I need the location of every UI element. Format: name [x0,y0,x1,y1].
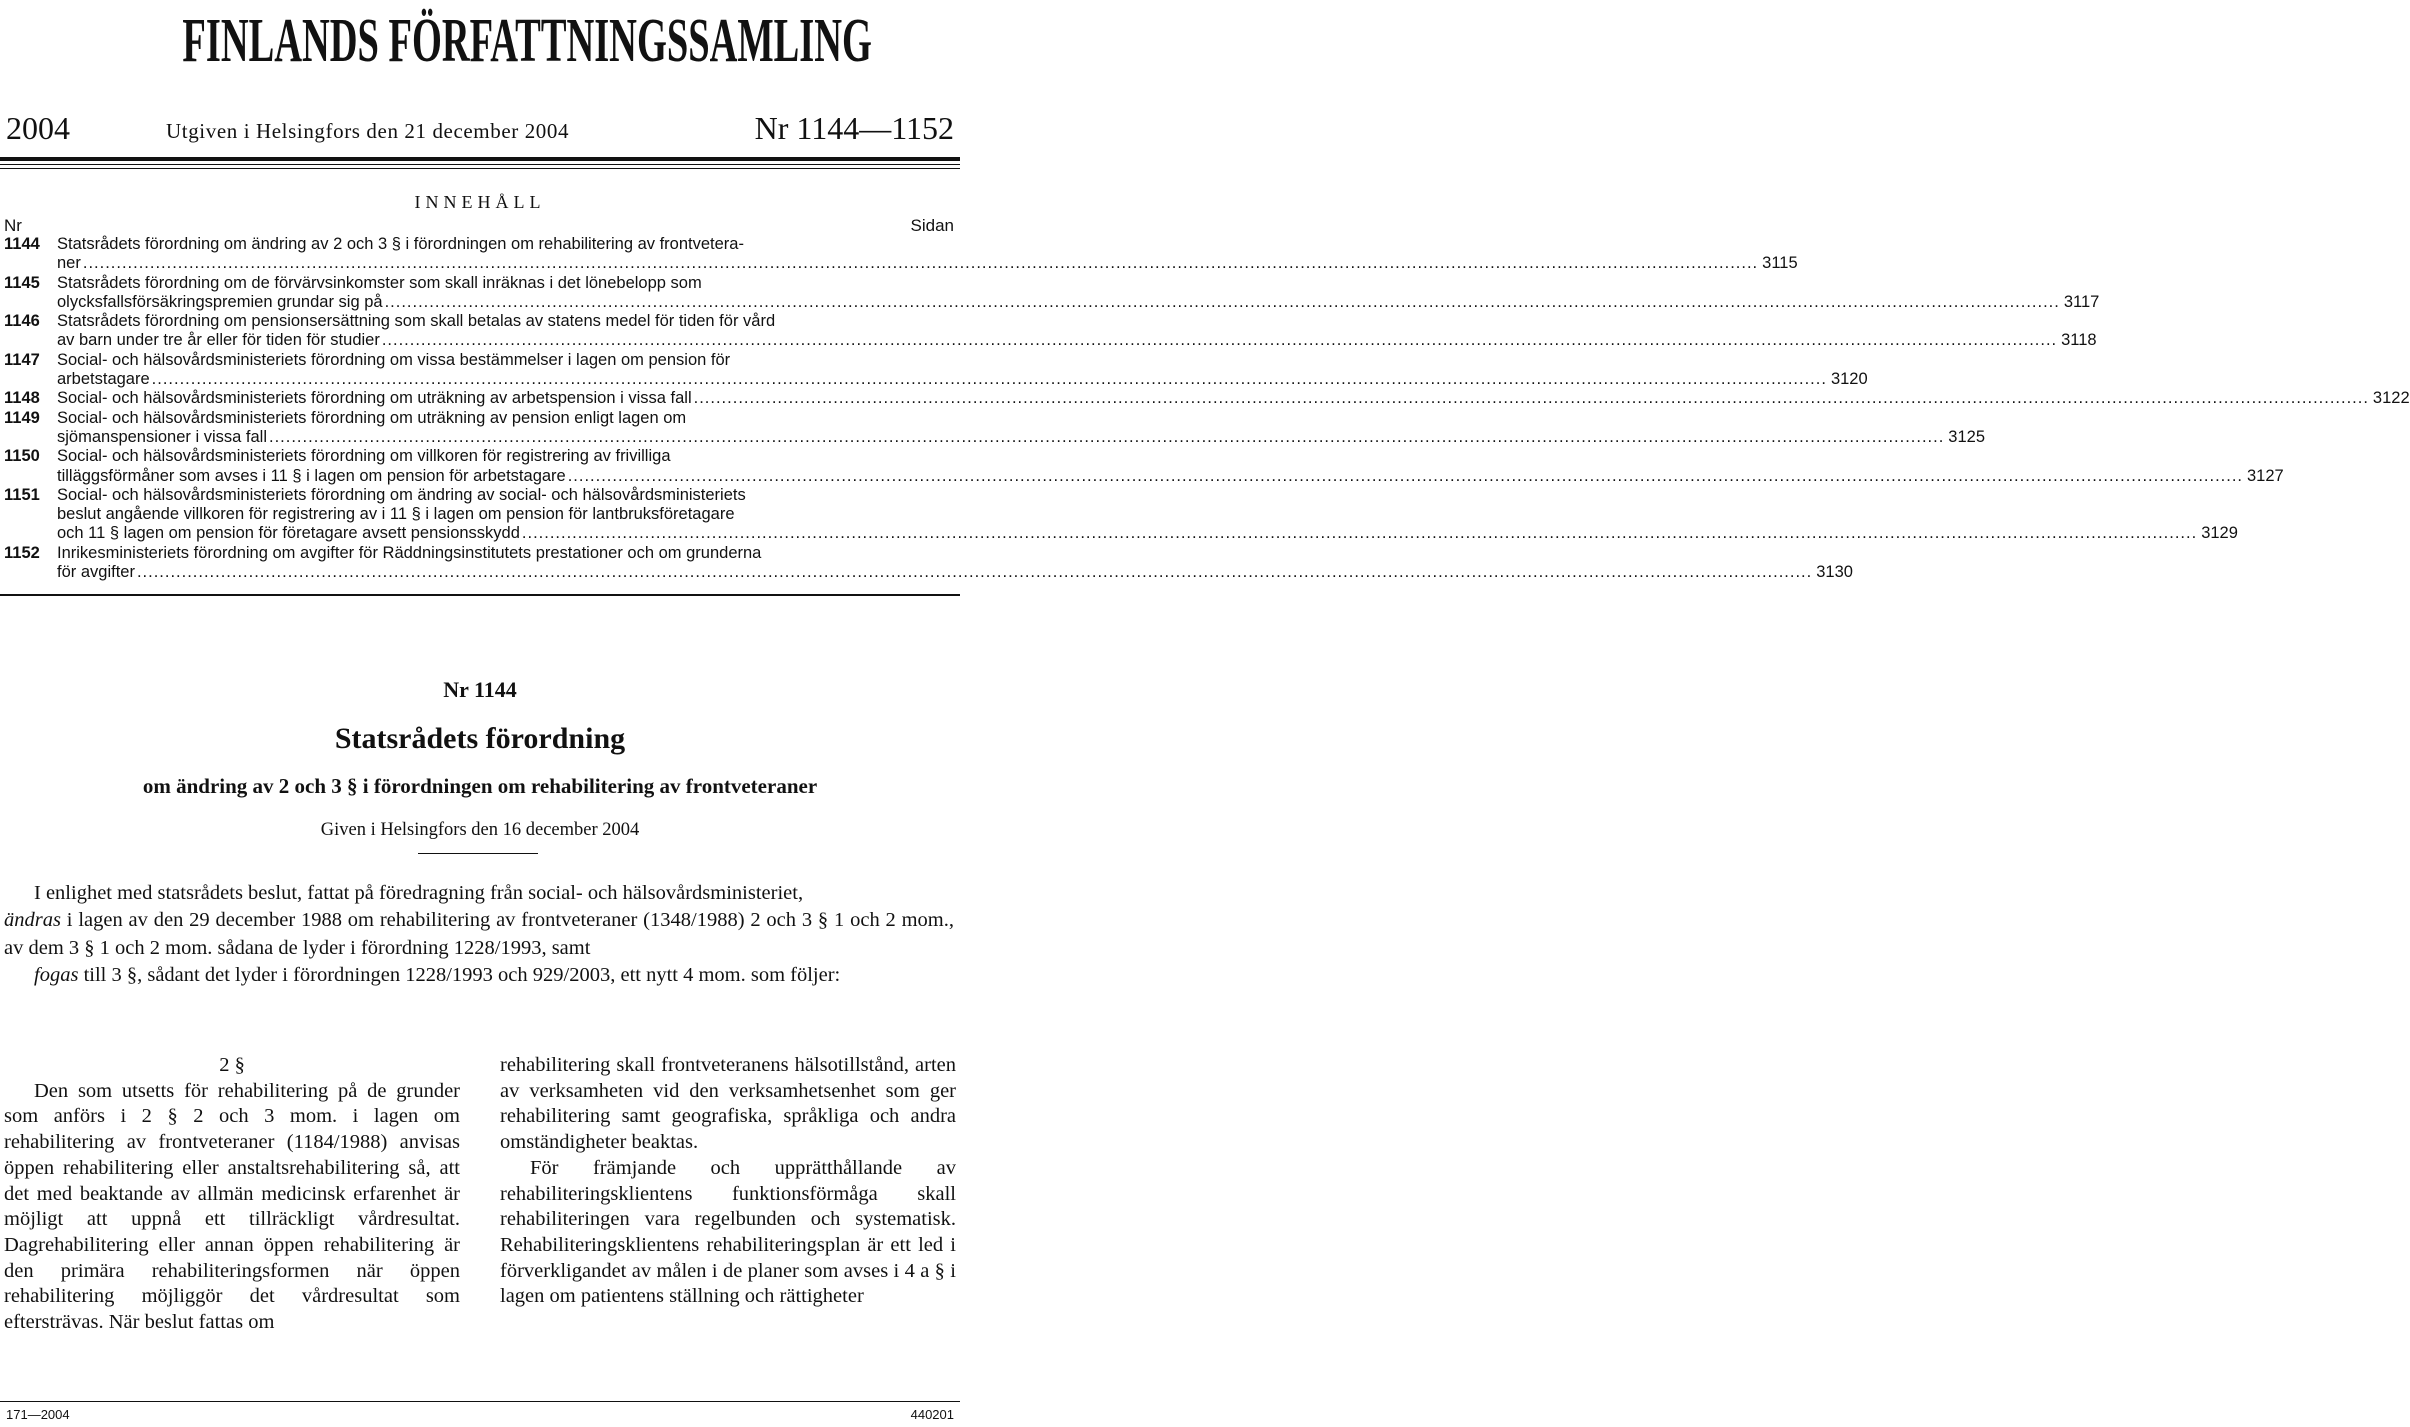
toc-entry-text: för avgifter [57,563,135,582]
leader-dots: ............................................................................................................................................................................................................................................................................................................ [269,427,1945,446]
leader-dots: ............................................................................................................................................................................................................................................................................................................ [136,563,1813,582]
toc-entry-text: Inrikesministeriets förordning om avgifter för Räddningsinstitutets prestationer och om grunderna [57,543,762,562]
leader-dots: ............................................................................................................................................................................................................................................................................................................ [151,370,1827,389]
toc-entry-text: sjömanspensioner i vissa fall [57,427,268,446]
footer-code-right: 440201 [910,1407,954,1422]
toc-entry-page: 3125 [1948,427,1986,446]
toc-entry [4,543,1853,583]
document-subtitle: om ändring av 2 och 3 § i förordningen om rehabilitering av frontveteraner [142,774,818,798]
toc-entry-text: av barn under tre år eller för tiden för studier [57,331,380,350]
toc-entry-page: 3117 [2063,292,2100,311]
toc-entry-text: olycksfallsförsäkringspremien grundar sig på [57,292,383,311]
leader-dots: ............................................................................................................................................................................................................................................................................................................ [521,524,2198,543]
toc-entry-number: 1147 [4,350,40,369]
issue-line [6,108,954,152]
toc-entry [4,447,2284,486]
toc-entry-number: 1152 [4,543,40,562]
leader-dots: ............................................................................................................................................................................................................................................................................................................ [381,331,2058,350]
toc-entry-page: 3120 [1830,370,1868,389]
leader-dots: ............................................................................................................................................................................................................................................................................................................ [82,254,1759,273]
toc-entry-page: 3127 [2247,466,2284,485]
toc-entry-final-line [57,466,2284,486]
toc-entry-final-line [57,331,2097,350]
preamble [4,880,954,990]
publication-date: Utgiven i Helsingfors den 21 december 2004 [166,119,570,143]
toc-entry-number: 1148 [4,389,40,408]
title-divider [418,853,538,854]
toc-entry-number: 1151 [4,485,40,504]
toc-entry [4,389,2410,408]
body-column-left [4,1053,460,1336]
andras-word: ändras [4,909,61,932]
toc-bottom-rule [0,594,960,596]
document-title: Statsrådets förordning [334,722,626,755]
toc-entry-final-line [57,292,2100,312]
preamble-andras: ändras i lagen av den 29 december 1988 om rehabilitering av frontveteraner (1348/1988) 2 och 3 § 1 och 2 mom., av dem 3 § 1 och 2 mom. sådana de lyder i förordning 1228/1993, samt [4,909,954,959]
toc-entry-page: 3118 [2061,331,2097,350]
fogas-word: fogas [34,964,79,987]
toc-entry-text: ner [57,254,81,273]
toc-entry [4,273,2100,313]
toc-entry-text: Social- och hälsovårdsministeriets förordning om villkoren för registrering av frivilliga [57,447,671,466]
toc-entry-text: Statsrådets förordning om pensionsersättning som skall betalas av statens medel för tiden för vård [57,312,776,331]
header-rule-thin-2 [0,168,960,169]
footer-rule [0,1401,960,1402]
toc-entry-text: Social- och hälsovårdsministeriets förordning om ändring av social- och hälsovårdsministeriets [57,485,746,504]
toc-entry-text: Social- och hälsovårdsministeriets förordning om uträkning av arbetspension i vissa fall [57,389,692,408]
leader-dots: ............................................................................................................................................................................................................................................................................................................ [567,466,2243,485]
section-text-left: Den som utsetts för rehabilitering på de grunder som anförs i 2 § 2 och 3 mom. i lagen om rehabilitering av frontveteraner (1184/1988) anvisas öppen rehabilitering eller anstaltsrehabilitering så, att det med beaktande av allmän medicinsk erfarenhet är möjligt att uppnå ett tillräckligt vårdresultat. Dagrehabilitering eller annan öppen rehabilitering är den primära rehabiliteringsformen när öppen rehabilitering möjliggör det vårdresultat som eftersträvas. När beslut fattas om [4,1079,460,1334]
toc-entry-text: tilläggsförmåner som avses i 11 § i lagen om pension för arbetstagare [57,466,566,485]
header-rule-thin [0,164,960,165]
toc-entry [4,350,1868,390]
toc-entry-text: Social- och hälsovårdsministeriets förordning om vissa bestämmelser i lagen om pension för [57,350,731,369]
toc-entry-page: 3130 [1816,563,1853,582]
toc-entry-final-line [57,389,2410,408]
toc-entry-number: 1150 [4,447,40,466]
preamble-intro: I enlighet med statsrådets beslut, fattat på föredragning från social- och hälsovårdsministeriet, [34,882,804,904]
toc-column-nr: Nr [4,216,22,235]
toc-entry-text: Social- och hälsovårdsministeriets förordning om uträkning av pension enligt lagen om [57,408,687,427]
body-column-right [500,1053,956,1310]
toc-entry [4,485,2238,544]
toc-entry-final-line [57,370,1868,389]
toc-entry-number: 1144 [4,235,40,253]
toc-entry-final-line [57,427,1986,447]
toc-entry-number: 1145 [4,273,40,292]
leader-dots: ............................................................................................................................................................................................................................................................................................................ [693,389,2369,408]
toc-entry-text: och 11 § lagen om pension för företagare avsett pensionsskydd [57,524,520,543]
masthead-title: FINLANDS FÖRFATTNINGSSAMLING [182,7,872,75]
toc-entry [4,312,2097,351]
toc-entry-page: 3115 [1762,254,1798,273]
issue-number-range: Nr 1144—1152 [754,110,954,146]
toc-entry-text: arbetstagare [57,370,150,389]
toc-entry-text: Statsrådets förordning om ändring av 2 och 3 § i förordningen om rehabilitering av frontvetera- [57,235,744,253]
toc-column-page: Sidan [910,216,954,235]
toc-entry-number: 1146 [4,312,40,331]
toc-entry-page: 3122 [2372,389,2410,408]
issue-year: 2004 [6,110,70,146]
toc-entry-text: beslut angående villkoren för registrering av i 11 § i lagen om pension för lantbruksföretagare [57,505,735,524]
toc-entry-final-line [57,563,1853,582]
preamble-fogas: fogas till 3 §, sådant det lyder i förordningen 1228/1993 och 929/2003, ett nytt 4 mom. som följer: [34,964,841,987]
header-rule-thick [0,157,960,161]
leader-dots: ............................................................................................................................................................................................................................................................................................................ [384,292,2060,311]
footer-code-left: 171—2004 [6,1407,70,1422]
toc-entry-number: 1149 [4,408,40,427]
table-of-contents [4,235,2410,582]
toc-entry [4,408,1986,448]
document-given-date: Given i Helsingfors den 16 december 2004 [320,820,640,840]
document-number: Nr 1144 [443,677,517,702]
section-text-right-2: För främjande och upprätthållande av rehabiliteringsklientens funktionsförmåga skall rehabiliteringen vara regelbunden och systematisk. Rehabiliteringsklientens rehabiliteringsplan är ett led i förverkligandet av målen i de planer som avses i 4 a § i lagen om patientens ställning och rättigheter [500,1156,956,1308]
toc-heading: INNEHÅLL [414,192,546,212]
toc-entry [4,235,1798,274]
toc-entry-final-line [57,524,2238,543]
toc-entry-page: 3129 [2201,524,2238,543]
toc-entry-final-line [57,254,1798,273]
section-heading: 2 § [219,1054,245,1076]
toc-entry-text: Statsrådets förordning om de förvärvsinkomster som skall inräknas i det lönebelopp som [57,273,702,292]
section-text-right-1: rehabilitering skall frontveteranens hälsotillstånd, arten av verksamheten vid den verksamhetsenhet som ger rehabilitering samt geografiska, språkliga och andra omständigheter beaktas. [500,1054,956,1154]
